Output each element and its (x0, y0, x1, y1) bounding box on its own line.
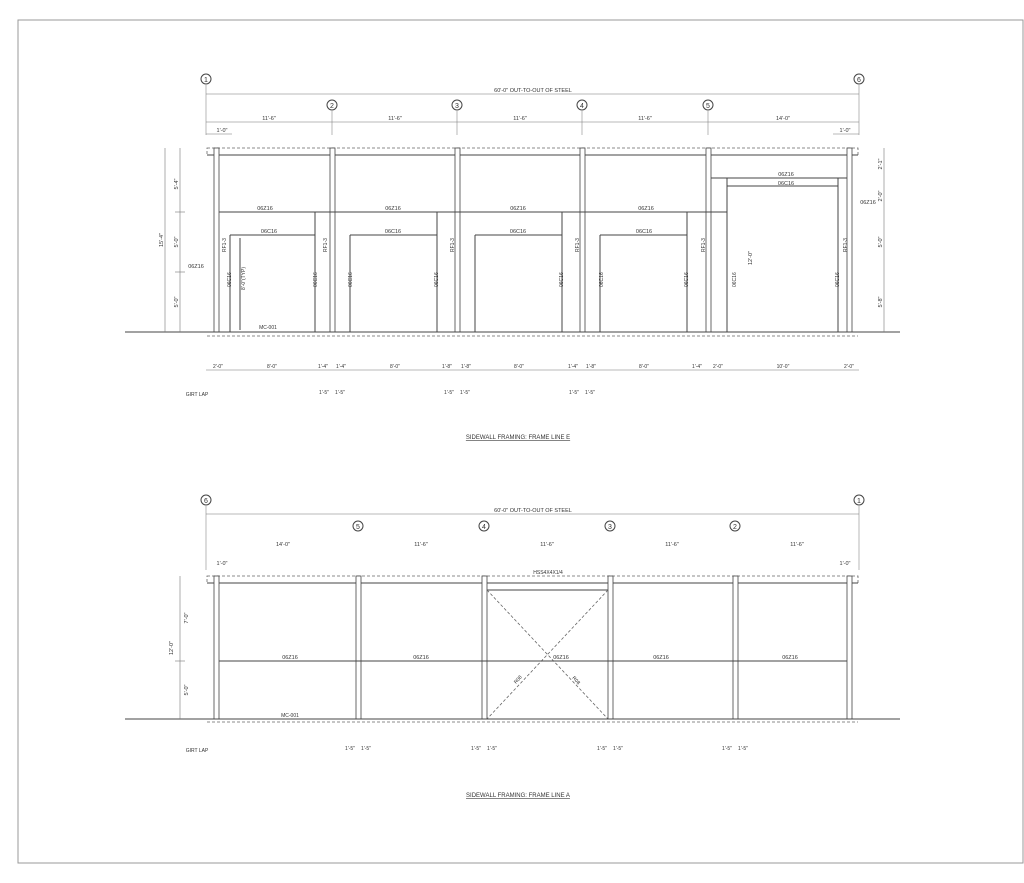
header-label: 06C16 (635, 229, 653, 235)
right-dimension: 5'-8" (878, 296, 884, 308)
grid-bubble-a-4 (479, 521, 489, 531)
header-label: 06C16 (509, 229, 527, 235)
drawing-frame-line-e (125, 74, 900, 441)
right-dimension: 2'-1" (878, 158, 884, 170)
right-dimension: 2'-0" (878, 190, 884, 202)
sheet-border (18, 20, 1023, 863)
total-height-dimension: 12'-0" (169, 640, 175, 656)
grid-bubble-e-6 (854, 74, 864, 84)
lap-dimension: 1'-5" (444, 390, 454, 396)
base-label: MC-001 (259, 325, 277, 331)
door-jambs-e (230, 178, 838, 332)
left-dimension: 5'-0" (174, 236, 180, 248)
girt-label: 06Z16 (510, 206, 526, 212)
post-label: RF1-3 (450, 238, 456, 252)
grid-bubble-e-5 (703, 100, 713, 110)
bottom-dimension: 10'-0" (776, 364, 790, 370)
bay-dimension: 11'-6" (262, 116, 276, 122)
jamb-label: 06C16 (835, 272, 841, 287)
lap-dimension: 1'-5" (487, 746, 497, 752)
grid-label: 2 (733, 524, 737, 531)
jamb-label: 06C16 (313, 272, 319, 287)
bottom-dimension: 8'-0" (639, 364, 649, 370)
right-dimension: 5'-0" (878, 236, 884, 248)
jamb-label: 06C16 (434, 272, 440, 287)
grid-label: 6 (204, 498, 208, 505)
end-offset-dimension: 1'-0" (839, 561, 851, 567)
bottom-dimension: 1'-4" (336, 364, 346, 370)
jamb-label: 06C16 (599, 272, 605, 287)
grid-label: 3 (608, 524, 612, 531)
post-label: RF1-3 (843, 238, 849, 252)
grid-bubble-a-1 (854, 495, 864, 505)
bay-dimension: 11'-6" (513, 116, 527, 122)
header-label: 06C16 (384, 229, 402, 235)
lap-dimension: 1'-5" (613, 746, 623, 752)
columns-a (214, 576, 852, 719)
grid-label: 4 (482, 524, 486, 531)
left-dimension: 5'-0" (174, 296, 180, 308)
jamb-label: 06C16 (348, 272, 354, 287)
lap-dimension: 1'-5" (722, 746, 732, 752)
brace-label: HSS4X4X1/4 (533, 570, 563, 576)
girt-label: 06Z16 (413, 655, 429, 661)
girt-label: 06Z16 (385, 206, 401, 212)
bottom-dimension: 1'-8" (461, 364, 471, 370)
post-label: RF1-3 (575, 238, 581, 252)
girt-label: 06Z16 (553, 655, 569, 661)
lap-dimension: 1'-5" (597, 746, 607, 752)
post-label: RF1-3 (701, 238, 707, 252)
grid-label: 1 (204, 77, 208, 84)
left-dimension: 7'-0" (184, 612, 190, 624)
bottom-dimension: 2'-0" (213, 364, 223, 370)
bottom-dimension: 2'-0" (713, 364, 723, 370)
girt-label: 06Z16 (638, 206, 654, 212)
bottom-dimension: 1'-8" (586, 364, 596, 370)
grid-bubble-a-2 (730, 521, 740, 531)
jamb-label: 06C16 (684, 272, 690, 287)
grid-label: 5 (706, 103, 710, 110)
grid-bubble-a-3 (605, 521, 615, 531)
drawing-title: SIDEWALL FRAMING: FRAME LINE A (466, 793, 570, 799)
girt-label: 06Z16 (782, 655, 798, 661)
end-offset-dimension: 1'-0" (839, 128, 851, 134)
grid-label: 3 (455, 103, 459, 110)
bay-dimension: 14'-0" (275, 542, 291, 548)
bay-dimension: 14'-0" (775, 116, 791, 122)
post-label: RF1-3 (222, 238, 228, 252)
grid-label: 5 (356, 524, 360, 531)
post-label: RF1-3 (323, 238, 329, 252)
jamb-label: 06C16 (227, 272, 233, 287)
bay-dimension: 11'-6" (638, 116, 652, 122)
overall-dimension: 60'-0" OUT-TO-OUT OF STEEL (494, 88, 572, 94)
lap-dimension: 1'-5" (361, 746, 371, 752)
grid-label: 4 (580, 103, 584, 110)
base-label: MC-001 (281, 713, 299, 719)
lap-dimension: 1'-5" (335, 390, 345, 396)
lap-dimension: 1'-5" (460, 390, 470, 396)
bottom-dimension: 2'-0" (844, 364, 854, 370)
drawing-frame-line-a (125, 495, 900, 799)
grid-label: 2 (330, 103, 334, 110)
bay-dimension: 11'-6" (414, 542, 428, 548)
grid-bubble-e-2 (327, 100, 337, 110)
jamb-label: 06C16 (732, 272, 738, 287)
bottom-dimension: 8'-0" (267, 364, 277, 370)
grid-label: 6 (857, 77, 861, 84)
lap-dimension: 1'-5" (319, 390, 329, 396)
grid-bubble-e-1 (201, 74, 211, 84)
grid-label: 1 (857, 498, 861, 505)
rod-label: R08 (570, 675, 582, 687)
bay-height-label: 12'-0" (748, 250, 754, 265)
jamb-label: 06C16 (559, 272, 565, 287)
grid-bubble-a-6 (201, 495, 211, 505)
girt-label: 06Z16 (257, 206, 273, 212)
bottom-dimension: 8'-0" (514, 364, 524, 370)
left-dimension: 5'-4" (174, 178, 180, 190)
bottom-dimension: 8'-0" (390, 364, 400, 370)
drawing-title: SIDEWALL FRAMING: FRAME LINE E (465, 435, 571, 441)
total-height-dimension: 15'-4" (159, 232, 165, 248)
overall-dimension: 60'-0" OUT-TO-OUT OF STEEL (494, 508, 572, 514)
bay-dimension: 11'-6" (790, 542, 804, 548)
grid-bubble-e-3 (452, 100, 462, 110)
lap-dimension: 1'-5" (585, 390, 595, 396)
bottom-dimension: 1'-8" (442, 364, 452, 370)
bay-dimension: 11'-6" (665, 542, 679, 548)
bay-dimension: 11'-6" (540, 542, 554, 548)
right-girt-label: 06Z16 (860, 200, 876, 206)
lap-dimension: 1'-5" (738, 746, 748, 752)
girt-label: 06Z16 (653, 655, 669, 661)
girt-lap-label: GIRT LAP (185, 392, 209, 398)
header-label: 06C16 (777, 181, 795, 187)
left-girt-label: 06Z16 (188, 264, 204, 270)
header-label: 06C16 (260, 229, 278, 235)
lap-dimension: 1'-5" (471, 746, 481, 752)
bottom-dimension: 1'-4" (692, 364, 702, 370)
girt-label: 06Z16 (282, 655, 298, 661)
grid-bubble-e-4 (577, 100, 587, 110)
bottom-dimension: 1'-4" (568, 364, 578, 370)
bay-dimension: 11'-6" (388, 116, 402, 122)
bottom-dimension: 1'-4" (318, 364, 328, 370)
lap-dimension: 1'-5" (345, 746, 355, 752)
door-height-label: 8'-0"(TYP) (241, 266, 247, 290)
girt-label: 06Z16 (778, 172, 794, 178)
girt-lap-label: GIRT LAP (185, 748, 209, 754)
end-offset-dimension: 1'-0" (216, 561, 228, 567)
left-dimension: 5'-0" (184, 684, 190, 696)
grid-bubble-a-5 (353, 521, 363, 531)
columns-e (214, 148, 852, 332)
rod-label: R08 (513, 674, 524, 686)
end-offset-dimension: 1'-0" (216, 128, 228, 134)
lap-dimension: 1'-5" (569, 390, 579, 396)
